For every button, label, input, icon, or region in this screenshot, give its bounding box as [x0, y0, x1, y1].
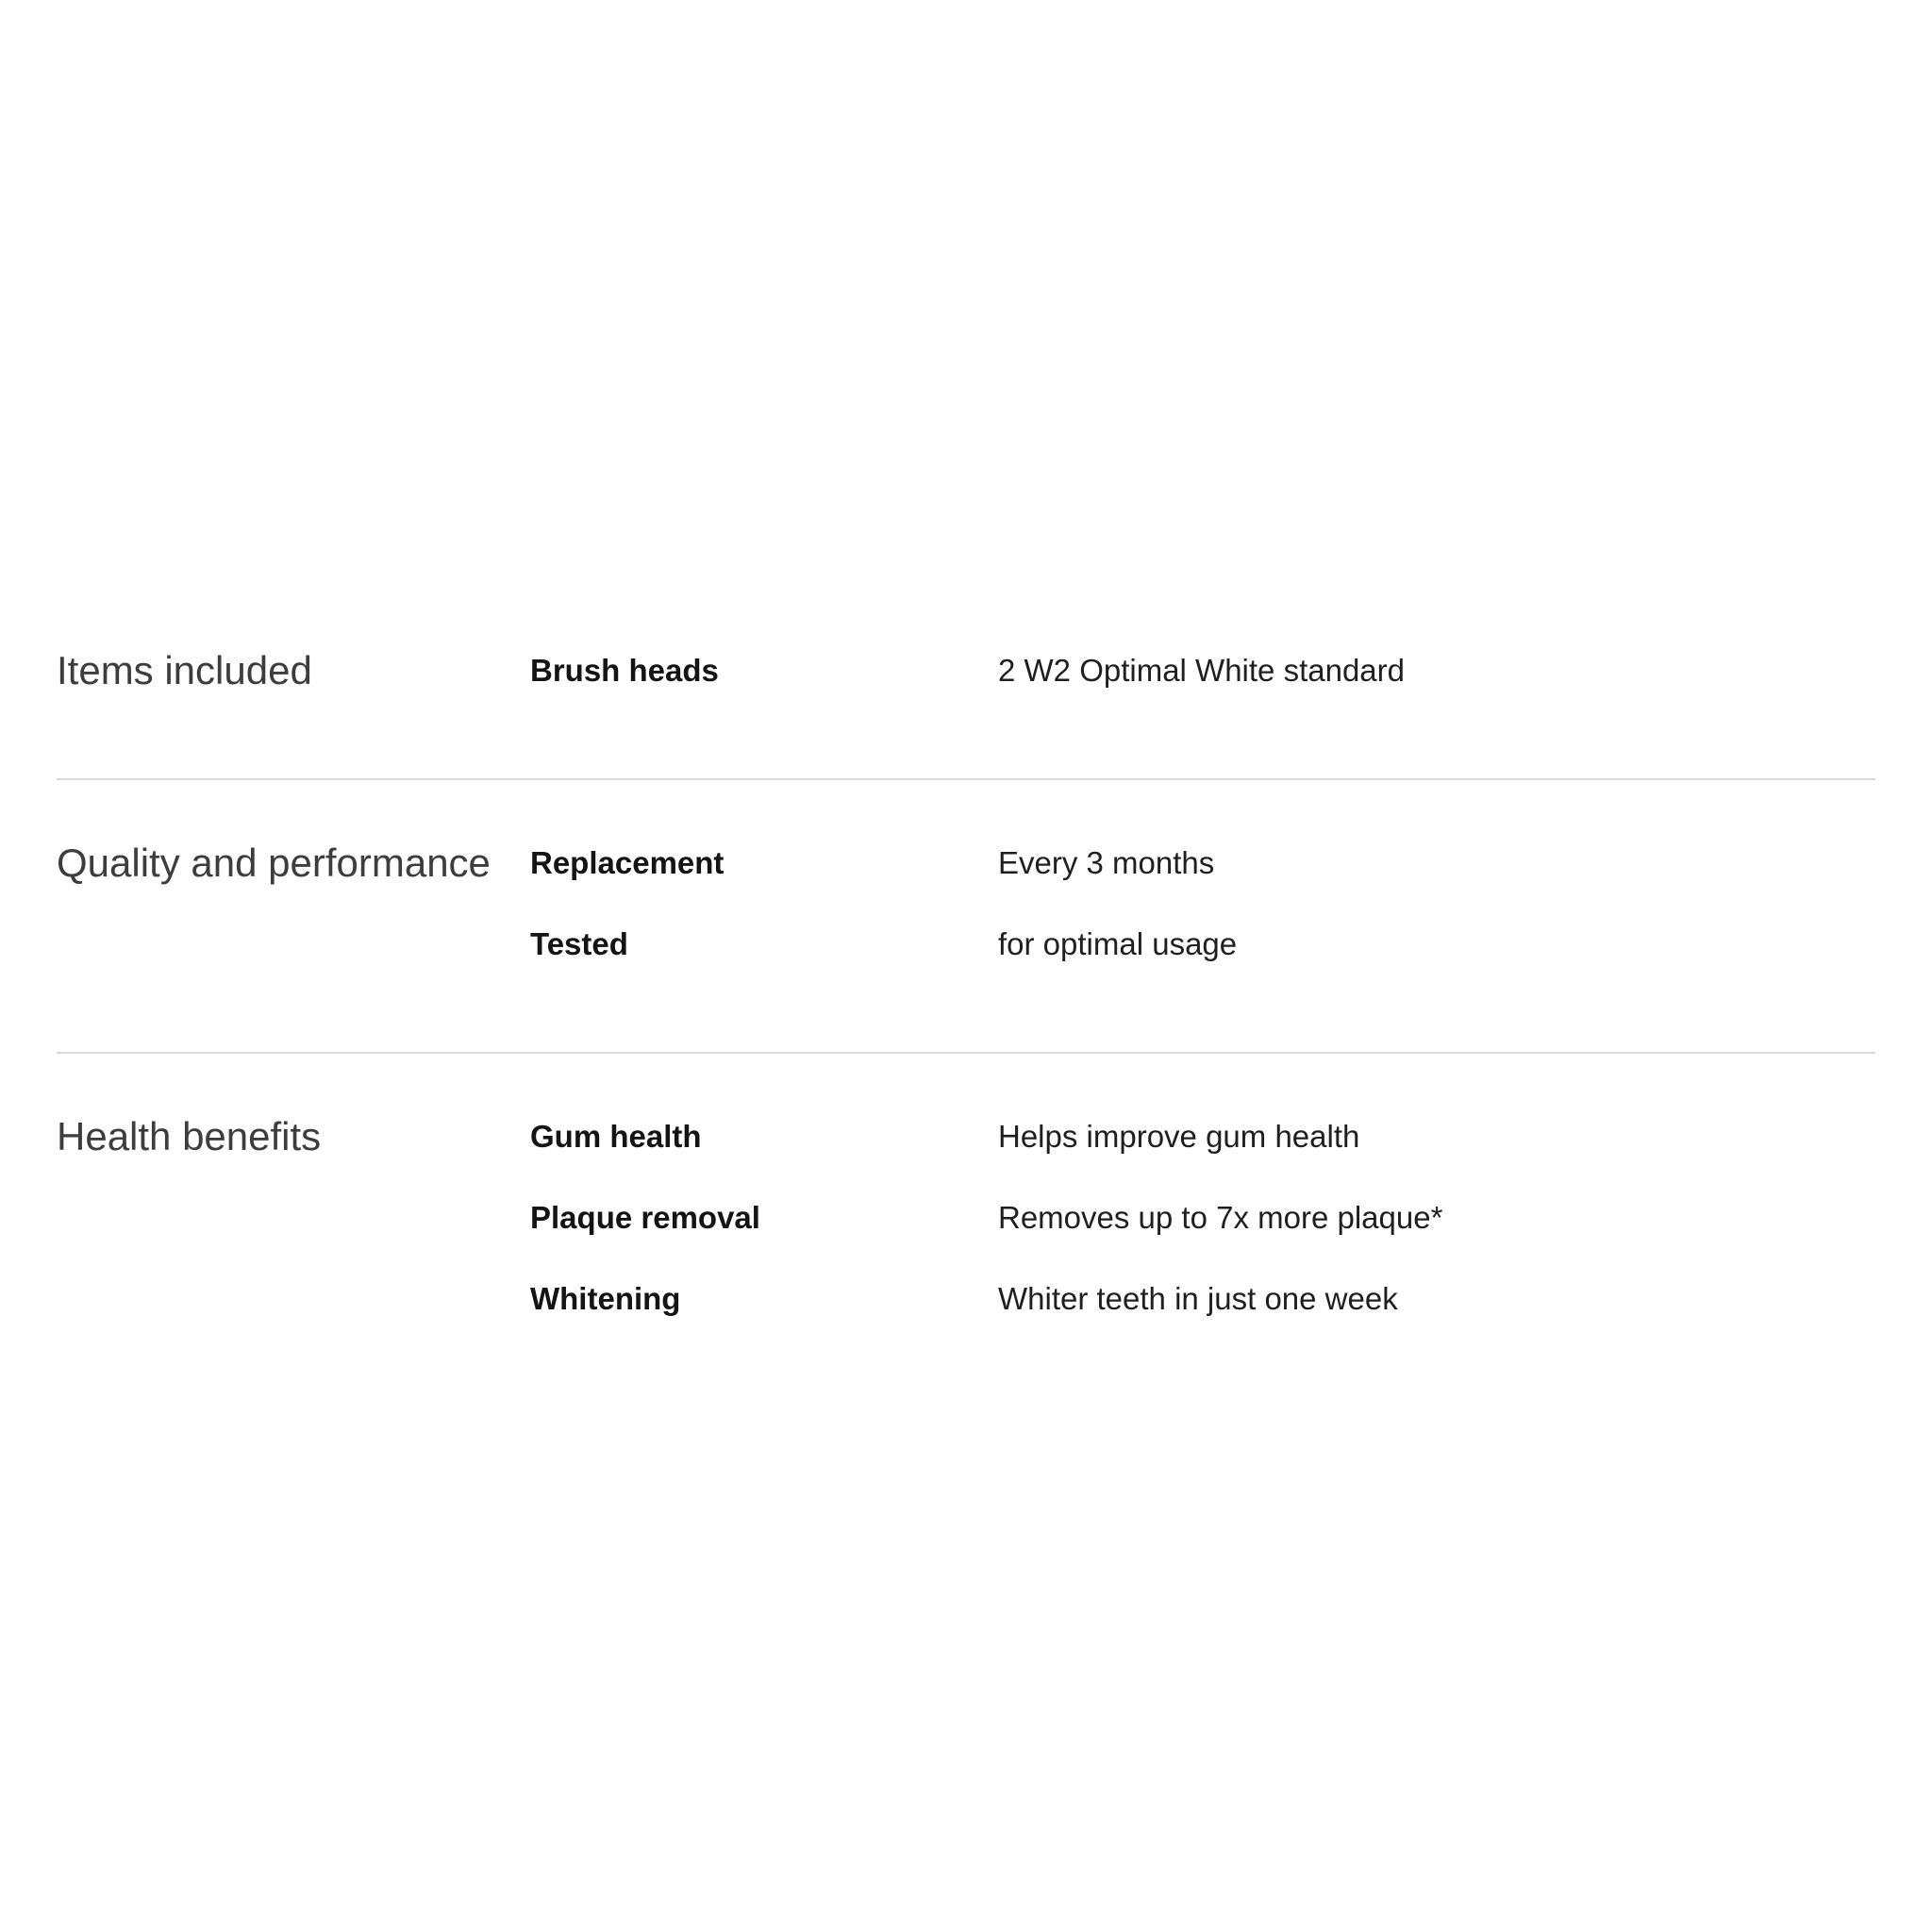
- spec-section-health-benefits: [57, 1054, 1875, 1407]
- spec-section-items-included: [57, 650, 1875, 778]
- spec-value-tested: for optimal usage: [998, 926, 1238, 961]
- spec-label-gum-health: Gum health: [530, 1119, 702, 1154]
- spec-value-brush-heads: 2 W2 Optimal White standard: [998, 653, 1405, 688]
- spec-section-quality-and-performance: [57, 780, 1875, 1052]
- section-title-health-benefits: Health benefits: [57, 1114, 322, 1158]
- spec-value-whitening: Whiter teeth in just one week: [998, 1281, 1398, 1316]
- section-title-items-included: Items included: [57, 648, 312, 692]
- spec-label-replacement: Replacement: [530, 845, 724, 880]
- spec-label-brush-heads: Brush heads: [530, 653, 719, 688]
- spec-label-plaque-removal: Plaque removal: [530, 1200, 760, 1235]
- section-title-quality-and-performance: Quality and performance: [57, 841, 491, 885]
- spec-label-tested: Tested: [530, 926, 628, 961]
- spec-value-replacement: Every 3 months: [998, 845, 1215, 880]
- spec-value-plaque-removal: Removes up to 7x more plaque*: [998, 1200, 1443, 1235]
- spec-value-gum-health: Helps improve gum health: [998, 1119, 1360, 1154]
- spec-label-whitening: Whitening: [530, 1281, 681, 1316]
